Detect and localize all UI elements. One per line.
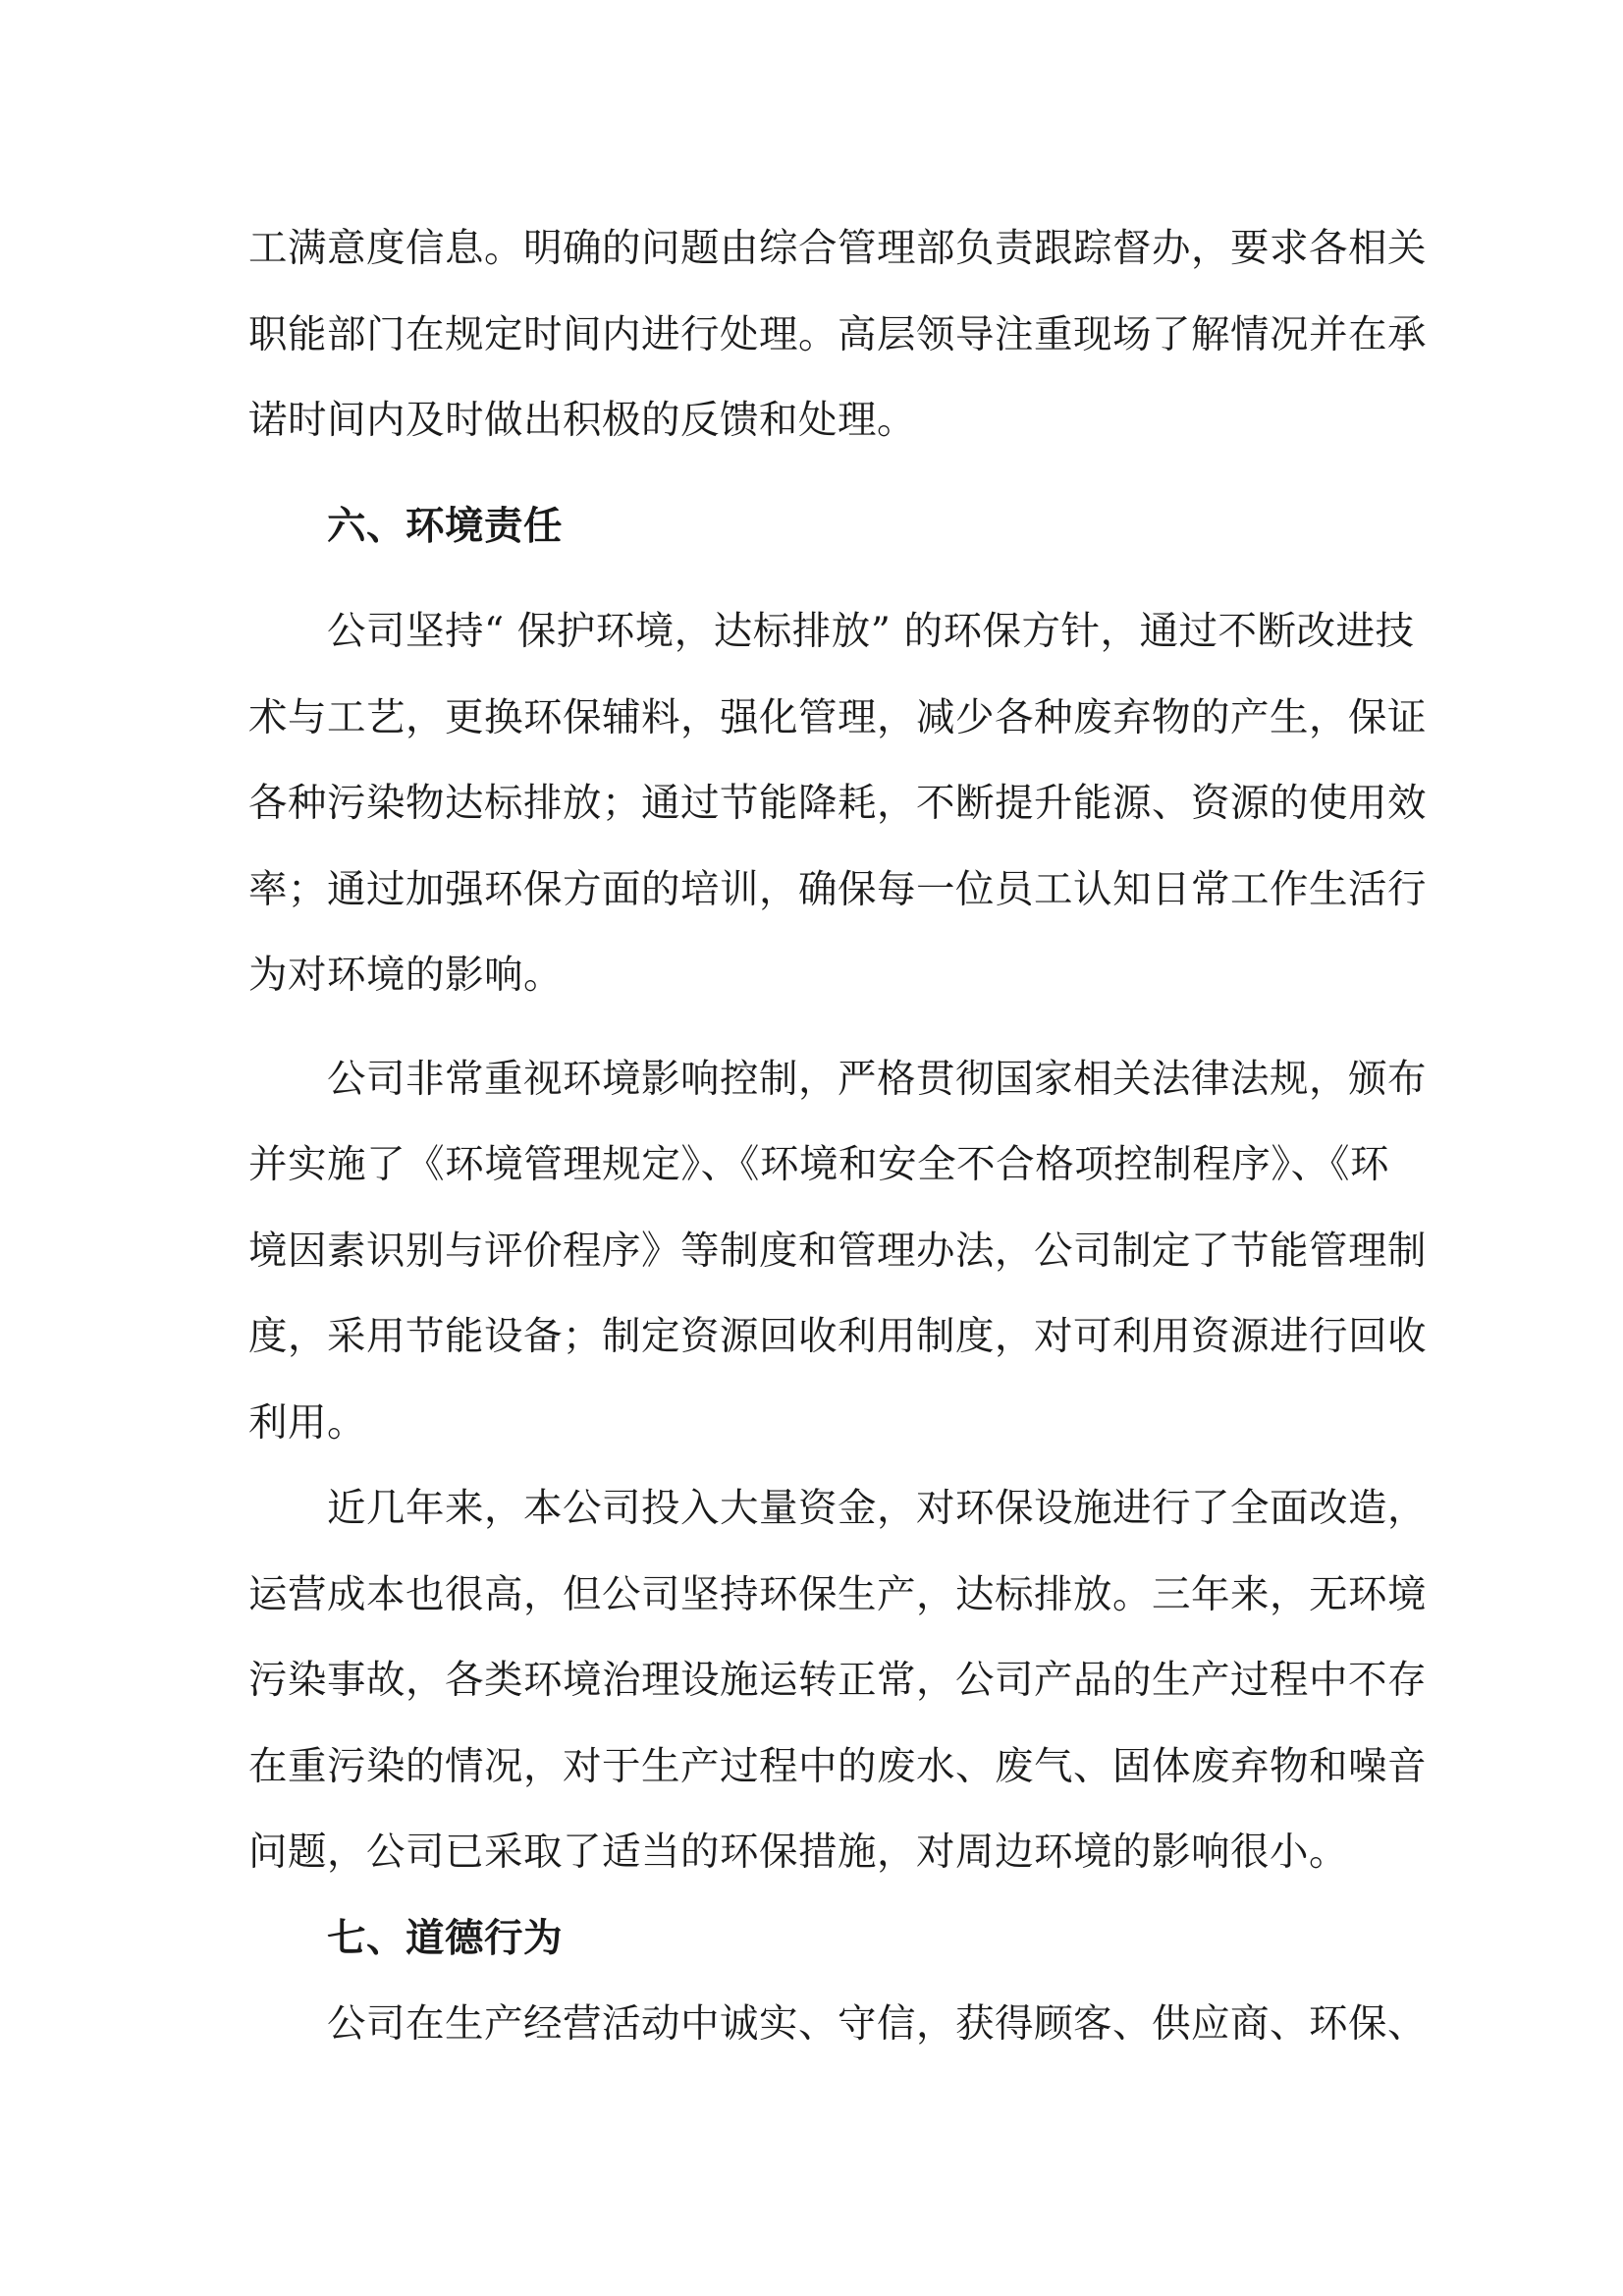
text-line: 度，采用节能设备；制定资源回收利用制度，对可利用资源进行回收 xyxy=(248,1314,1427,1359)
text-line: 术与工艺，更换环保辅料，强化管理，减少各种废弃物的产生，保证 xyxy=(248,694,1427,740)
text-line: 近几年来，本公司投入大量资金，对环保设施进行了全面改造， xyxy=(327,1486,1427,1531)
section-heading-ethics: 七、道德行为 xyxy=(327,1915,563,1961)
text-line: 公司坚持“ 保护环境，达标排放” 的环保方针，通过不断改进技 xyxy=(327,609,1415,654)
text-line: 问题，公司已采取了适当的环保措施，对周边环境的影响很小。 xyxy=(248,1830,1348,1875)
text-line: 为对环境的影响。 xyxy=(248,953,563,998)
text-line: 职能部门在规定时间内进行处理。高层领导注重现场了解情况并在承 xyxy=(248,311,1427,357)
text-line: 利用。 xyxy=(248,1399,366,1446)
text-line: 并实施了《环境管理规定》、《环境和安全不合格项控制程序》、《环 xyxy=(248,1142,1389,1187)
text-line: 境因素识别与评价程序》等制度和管理办法，公司制定了节能管理制 xyxy=(248,1228,1427,1274)
text-line: 工满意度信息。明确的问题由综合管理部负责跟踪督办，要求各相关 xyxy=(248,226,1427,271)
text-line: 在重污染的情况，对于生产过程中的废水、废气、固体废弃物和噪音 xyxy=(248,1743,1427,1789)
text-line: 公司在生产经营活动中诚实、守信，获得顾客、供应商、环保、 xyxy=(327,2001,1427,2047)
text-line: 率；通过加强环保方面的培训，确保每一位员工认知日常工作生活行 xyxy=(248,866,1427,912)
text-line: 公司非常重视环境影响控制，严格贯彻国家相关法律法规，颁布 xyxy=(327,1056,1427,1102)
text-line: 各种污染物达标排放；通过节能降耗，不断提升能源、资源的使用效 xyxy=(248,781,1427,826)
paragraph-environment-control xyxy=(248,1037,1427,1467)
text-line: 诺时间内及时做出积极的反馈和处理。 xyxy=(248,398,916,443)
paragraph-environment-investment xyxy=(248,1466,1427,1896)
paragraph-intro xyxy=(248,206,1427,465)
section-heading-environment: 六、环境责任 xyxy=(327,503,563,549)
document-page xyxy=(248,206,1427,2068)
paragraph-environment-policy xyxy=(248,589,1427,1019)
text-line: 运营成本也很高，但公司坚持环保生产，达标排放。三年来，无环境 xyxy=(248,1571,1427,1617)
text-line: 污染事故，各类环境治理设施运转正常，公司产品的生产过程中不存 xyxy=(248,1658,1427,1703)
paragraph-ethics xyxy=(248,1982,1427,2068)
